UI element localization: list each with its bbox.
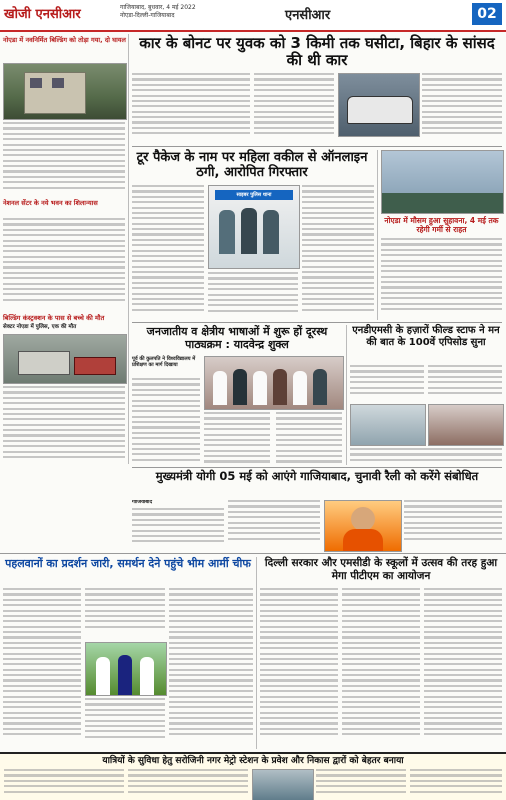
column-rule-2	[377, 150, 378, 320]
cm-body-col4	[404, 500, 502, 550]
left-story2-body	[3, 218, 125, 310]
cyber-police-photo	[208, 185, 300, 269]
online-fraud-body-col1	[132, 185, 204, 320]
left-story3-subhead: सेक्टर नोएडा में पुलिस, एक की मौत	[3, 324, 77, 330]
lead-body-col1	[132, 73, 250, 143]
brand-name: खोजी एनसीआर	[4, 7, 81, 22]
metro-photo	[252, 769, 314, 800]
wrestlers-headline: पहलवानों का प्रदर्शन जारी, समर्थन देने पहुंचे भीम आर्मी चीफ	[5, 557, 251, 570]
delhi-body-col1	[260, 588, 338, 748]
cm-headline: मुख्यमंत्री योगी 05 मई को आएंगे गाजियाबाद, चुनावी रैली को करेंगे संबोधित	[155, 469, 479, 483]
wrestlers-body-col3	[85, 698, 165, 748]
cm-body-col2	[228, 500, 320, 550]
dateline-date: गाजियाबाद, बुधवार, 4 मई 2022	[120, 4, 196, 11]
metro-headline: यात्रियों के सुविधा हेतु सरोजिनी नगर मेट्रो स्टेशन के प्रवेश और निकास द्वारों को बेहतर बनाया	[102, 756, 404, 766]
column-rule	[128, 34, 129, 464]
ndmc-photo-2	[428, 404, 504, 446]
left-story3-headline: बिल्डिंग कंस्ट्रक्शन के पास से बच्चे की मौत	[3, 314, 105, 322]
masthead	[0, 0, 506, 32]
ndmc-body-col2	[428, 365, 502, 401]
divider-4	[0, 553, 506, 554]
education-body-col2	[204, 412, 270, 464]
online-fraud-body-col3	[302, 185, 374, 320]
online-fraud-body-col2	[208, 272, 298, 320]
metro-story-box	[0, 752, 506, 800]
ndmc-body-bottom	[350, 448, 502, 464]
divider	[132, 146, 502, 147]
education-body-col1	[132, 378, 200, 464]
metro-body-col2	[128, 769, 248, 799]
dateline	[120, 4, 240, 20]
education-side-headline: पूर्व की कुलपति ने विश्वविद्यालय में प्रशिक्षण का मार्ग दिखाया	[132, 356, 196, 369]
left-story1-body	[3, 122, 125, 194]
lead-body-col2	[254, 73, 334, 143]
left-story2-headline: नेशनल सेंटर के नये भवन का शिलान्यास	[3, 199, 98, 207]
cm-dateline: गाजियाबाद	[132, 500, 153, 505]
delhi-body-col3	[424, 588, 502, 748]
wrestlers-body-col2	[85, 588, 165, 638]
delhi-ptm-headline: दिल्ली सरकार और एमसीडी के स्कूलों में उत्सव की तरह हुआ मेगा पीटीएम का आयोजन	[264, 557, 498, 582]
wrestlers-body-col4	[169, 588, 253, 748]
section-title: एनसीआर	[285, 8, 331, 23]
building-photo	[3, 63, 127, 120]
wrestlers-photo	[85, 642, 167, 696]
cyber-police-banner: साइबर पुलिस थाना	[215, 190, 293, 200]
column-rule-4	[256, 557, 257, 749]
divider-3	[132, 467, 502, 468]
left-story3-body	[3, 386, 125, 464]
metro-body-col1	[4, 769, 124, 799]
delhi-body-col2	[342, 588, 420, 748]
education-body-col3	[276, 412, 342, 464]
metro-body-col3	[316, 769, 406, 799]
ndmc-body-col1	[350, 365, 424, 401]
accident-photo	[3, 334, 127, 384]
wrestlers-body-col1	[3, 588, 81, 748]
car-photo	[338, 73, 420, 137]
metro-body-col4	[410, 769, 502, 799]
lead-headline: कार के बोनट पर युवक को 3 किमी तक घसीटा, बिहार के सांसद की थी कार	[139, 34, 495, 69]
weather-body	[381, 238, 502, 320]
education-photo	[204, 356, 344, 410]
weather-headline: नोएडा में मौसम हुआ सुहावना, 4 मई तक रहेगी गर्मी से राहत	[384, 216, 499, 234]
dateline-region: नोएडा-दिल्ली-गाजियाबाद	[120, 12, 175, 19]
cm-photo	[324, 500, 402, 552]
ndmc-headline: एनडीएमसी के हज़ारों फील्ड स्टाफ ने मन की बात के 100वें एपिसोड सुना	[352, 325, 500, 348]
lead-body-col4	[422, 73, 502, 143]
education-headline: जनजातीय व क्षेत्रीय भाषाओं में शुरू हों दूरस्थ पाठ्यक्रम : यादवेन्द्र शुक्ल	[146, 325, 328, 351]
left-story1-headline: नोएडा में नवनिर्मित बिल्डिंग को तोड़ा गया, दो घायल	[3, 36, 126, 44]
online-fraud-headline: टूर पैकेज के नाम पर महिला वकील से ऑनलाइन ठगी, आरोपित गिरफ्तार	[136, 150, 368, 180]
ndmc-photo-1	[350, 404, 426, 446]
divider-2	[132, 322, 502, 323]
page-number: 02	[472, 3, 502, 25]
weather-photo	[381, 150, 504, 214]
column-rule-3	[346, 325, 347, 465]
cm-body-col1	[132, 508, 224, 550]
